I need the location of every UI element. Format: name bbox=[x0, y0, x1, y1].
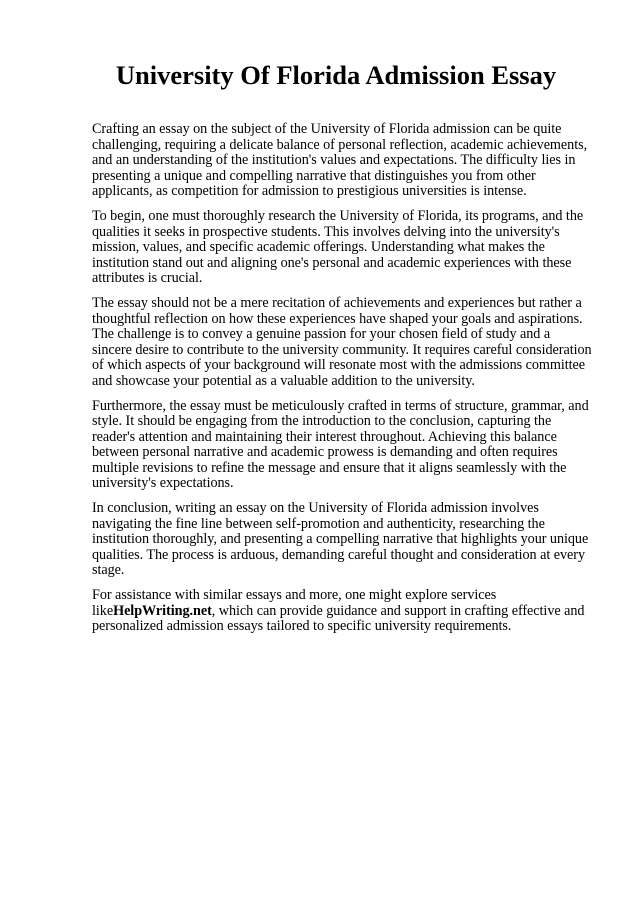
brand-link-helpwriting[interactable]: HelpWriting.net bbox=[113, 602, 212, 619]
paragraph-4: Furthermore, the essay must be meticulously crafted in terms of structure, grammar, and style. It should be engaging from the introduction to the conclusion, capturing the reader's attention and maintaining their interest throughout. Achieving this balance between personal narrative and academic prowess is demanding and often requires multiple revisions to refine the message and ensure that it aligns seamlessly with the university's expectations. bbox=[92, 397, 589, 492]
paragraph-6-text-before: For assistance with similar essays and more, one might explore services like bbox=[92, 587, 497, 619]
paragraph-2: To begin, one must thoroughly research the University of Florida, its programs, and the qualities it seeks in prospective students. This involves delving into the university's mission, values, and specific academic offerings. Understanding what makes the institution stand out and aligning one's personal and academic experiences with these attributes is crucial. bbox=[92, 207, 584, 287]
paragraph-6 bbox=[92, 588, 592, 635]
paragraph-1: Crafting an essay on the subject of the University of Florida admission can be quite challenging, requiring a delicate balance of personal reflection, academic achievements, and an understanding of the institution's values and expectations. The difficulty lies in presenting a unique and compelling narrative that distinguishes you from other applicants, as competition for admission to prestigious universities is intense. bbox=[92, 121, 588, 200]
paragraph-3: The essay should not be a mere recitation of achievements and experiences but rather a thoughtful reflection on how these experiences have shaped your goals and aspirations. The challenge is to convey a genuine passion for your chosen field of study and a sincere desire to contribute to the university community. It requires careful consideration of which aspects of your background will resonate most with the admissions committee and showcase your potential as a valuable addition to the university. bbox=[92, 294, 592, 389]
paragraph-6-text-after: , which can provide guidance and support in crafting effective and personalized admission essays tailored to specific university requirements. bbox=[92, 602, 585, 635]
paragraph-5: In conclusion, writing an essay on the University of Florida admission involves navigating the fine line between self-promotion and authenticity, researching the institution thoroughly, and presenting a compelling narrative that highlights your unique qualities. The process is arduous, demanding careful thought and consideration at every stage. bbox=[92, 500, 589, 579]
document-title: University Of Florida Admission Essay bbox=[115, 60, 557, 90]
